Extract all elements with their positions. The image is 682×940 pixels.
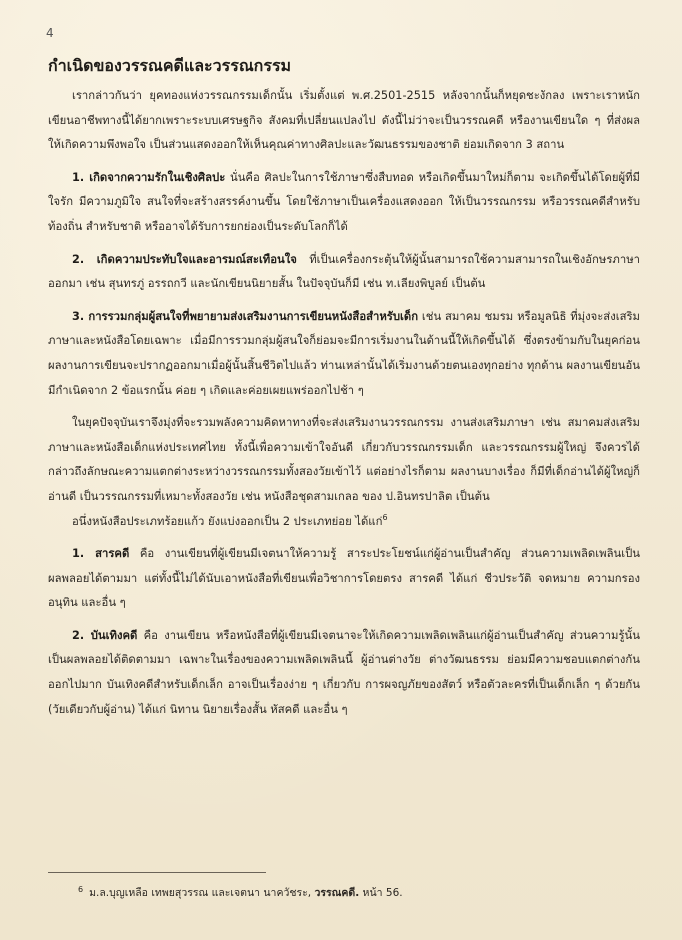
section-heading: กำเนิดของวรรณคดีและวรรณกรรม bbox=[48, 56, 292, 75]
paragraph-item-1 bbox=[48, 166, 640, 240]
modern-text: ในยุคปัจจุบันเราจึงมุ่งที่จะรวมพลังความคิดหาทางที่จะส่งเสริมงานวรรณกรรม งานส่งเสริมภาษา เช่น สมาคมส่งเสริมภาษาและหนังสือเด็กแห่งประเทศไทย ทั้งนี้เพื่อความเข้าใจอันดี เกี่ยวกับวรรณกรรมเด็ก และวรรณกรรมผู้ใหญ่ จึงควรได้กล่าวถึงลักษณะความแตกต่างระหว่างวรรณกรรมทั้งสองวัยเข้าไว้ แต่อย่างไรก็ตาม ผลงานบางเรื่อง ก็มีที่เด็กอ่านได้ผู้ใหญ่ก็อ่านดี เป็นวรรณกรรมที่เหมาะทั้งสองวัย เช่น หนังสือชุดสามเกลอ ของ ป.อินทรปาลิต เป็นต้น bbox=[48, 416, 640, 503]
paragraph-categories bbox=[48, 510, 640, 535]
footnote bbox=[78, 884, 638, 901]
footnote-number: 6 bbox=[78, 884, 84, 894]
paragraph-category-1 bbox=[48, 542, 640, 616]
footnote-divider bbox=[48, 872, 266, 873]
paragraph-category-2 bbox=[48, 624, 640, 722]
category-1-title: 1. สารคดี bbox=[72, 547, 130, 561]
footnote-author: ม.ล.บุญเหลือ เทพยสุวรรณ และเจตนา นาควัชระ, bbox=[89, 887, 315, 899]
item-3-text: เช่น สมาคม ชมรม หรือมูลนิธิ ที่มุ่งจะส่งเสริมภาษาและหนังสือโดยเฉพาะ เมื่อมีการรวมกลุ่มผู้สนใจก็ย่อมจะมีการเริ่มงานในด้านนี้ให้เกิดขึ้นได้ ซึ่งตรงข้ามกับในยุคก่อน ผลงานการเขียนจะปรากฏออกมาเมื่อผู้นั้นสิ้นชีวิตไปแล้ว ท่านเหล่านั้นได้เริ่มงานด้วยตนเองทุกอย่าง ทุกด้าน ผลงานเขียนอันมีกำเนิดจาก 2 ข้อแรกนั้น ค่อย ๆ เกิดและค่อยเผยแพร่ออกไปช้า ๆ bbox=[48, 309, 640, 397]
item-2-text: ที่เป็นเครื่องกระตุ้นให้ผู้นั้นสามารถใช้ความสามารถในเชิงอักษรภาษาออกมา เช่น สุนทรภู่ อรรถกวี และนักเขียนนิยายสั้น ในปัจจุบันก็มี เช่น ท.เลียงพิบูลย์ เป็นต้น bbox=[48, 252, 640, 291]
paragraph-item-3 bbox=[48, 305, 640, 403]
footnote-book-title: วรรณคดี. bbox=[314, 887, 360, 899]
item-1-text: นั่นคือ ศิลปะในการใช้ภาษาซึ่งสืบทอด หรือเกิดขึ้นมาใหม่ก็ตาม จะเกิดขึ้นได้โดยผู้ที่มีใจรัก มีความภูมิใจ สนใจที่จะสร้างสรรค์งานขึ้น โดยใช้ภาษาเป็นเครื่องแสดงออก ให้เป็นวรรณกรรม หรือวรรณคดีสำหรับท้องถิ่น สำหรับชาติ หรืออาจได้รับการยกย่องเป็นระดับโลกก็ได้ bbox=[48, 170, 640, 233]
category-2-text: คือ งานเขียน หรือหนังสือที่ผู้เขียนมีเจตนาจะให้เกิดความเพลิดเพลินแก่ผู้อ่านเป็นสำคัญ ส่วนความรู้นั้นเป็นผลพลอยได้ติดตามมา เฉพาะในเรื่องของความเพลิดเพลินนี้ ผู้อ่านต่างวัย ต่างวัฒนธรรม ย่อมมีความชอบแตกต่างกันออกไปมาก บันเทิงคดีสำหรับเด็กเล็ก อาจเป็นเรื่องง่าย ๆ เกี่ยวกับ การผจญภัยของสัตว์ หรือตัวละครที่เป็นเด็กเล็ก ๆ ด้วยกัน (วัยเดียวกับผู้อ่าน) ได้แก่ นิทาน นิยายเรื่องสั้น หัสคดี และอื่น ๆ bbox=[48, 628, 640, 716]
paragraph-modern bbox=[48, 411, 640, 509]
page-number: 4 bbox=[46, 26, 54, 40]
item-1-title: 1. เกิดจากความรักในเชิงศิลปะ bbox=[72, 170, 226, 184]
intro-text: เรากล่าวกันว่า ยุคทองแห่งวรรณกรรมเด็กนั้น เริ่มตั้งแต่ พ.ศ.2501-2515 หลังจากนั้นก็หยุดชะงักลง เพราะเราหนักเขียนอาชีพทางนี้ได้ยากเพราะระบบเศรษฐกิจ สังคมที่เปลี่ยนแปลงไป ดังนี้ไม่ว่าจะเป็นวรรณคดี หรืองานเขียนใด ๆ ที่ส่งผลให้เกิดความพึงพอใจ เป็นส่วนแสดงออกให้เห็นคุณค่าทางศิลปะและวัฒนธรรมของชาติ ย่อมเกิดจาก 3 สถาน bbox=[48, 89, 640, 152]
categories-text: อนึ่งหนังสือประเภทร้อยแก้ว ยังแบ่งออกเป็น 2 ประเภทย่อย ได้แก่ bbox=[72, 514, 383, 528]
body-text bbox=[48, 84, 640, 730]
item-2-title: 2. เกิดความประทับใจและอารมณ์สะเทือนใจ bbox=[72, 252, 297, 266]
category-2-title: 2. บันเทิงคดี bbox=[72, 628, 138, 642]
item-3-title: 3. การรวมกลุ่มผู้สนใจที่พยายามส่งเสริมงานการเขียนหนังสือสำหรับเด็ก bbox=[72, 309, 419, 323]
category-1-text: คือ งานเขียนที่ผู้เขียนมีเจตนาให้ความรู้ สาระประโยชน์แก่ผู้อ่านเป็นสำคัญ ส่วนความเพลิดเพลินเป็นผลพลอยได้ตามมา แต่ทั้งนี้ไม่ได้นับเอาหนังสือที่เขียนเพื่อวิชาการโดยตรง สารคดี ได้แก่ ชีวประวัติ จดหมาย ความกรอง อนุทิน และอื่น ๆ bbox=[48, 547, 640, 610]
paragraph-intro bbox=[48, 84, 640, 158]
footnote-page: หน้า 56. bbox=[359, 887, 403, 899]
paragraph-item-2 bbox=[48, 248, 640, 297]
footnote-reference: 6 bbox=[382, 512, 388, 522]
